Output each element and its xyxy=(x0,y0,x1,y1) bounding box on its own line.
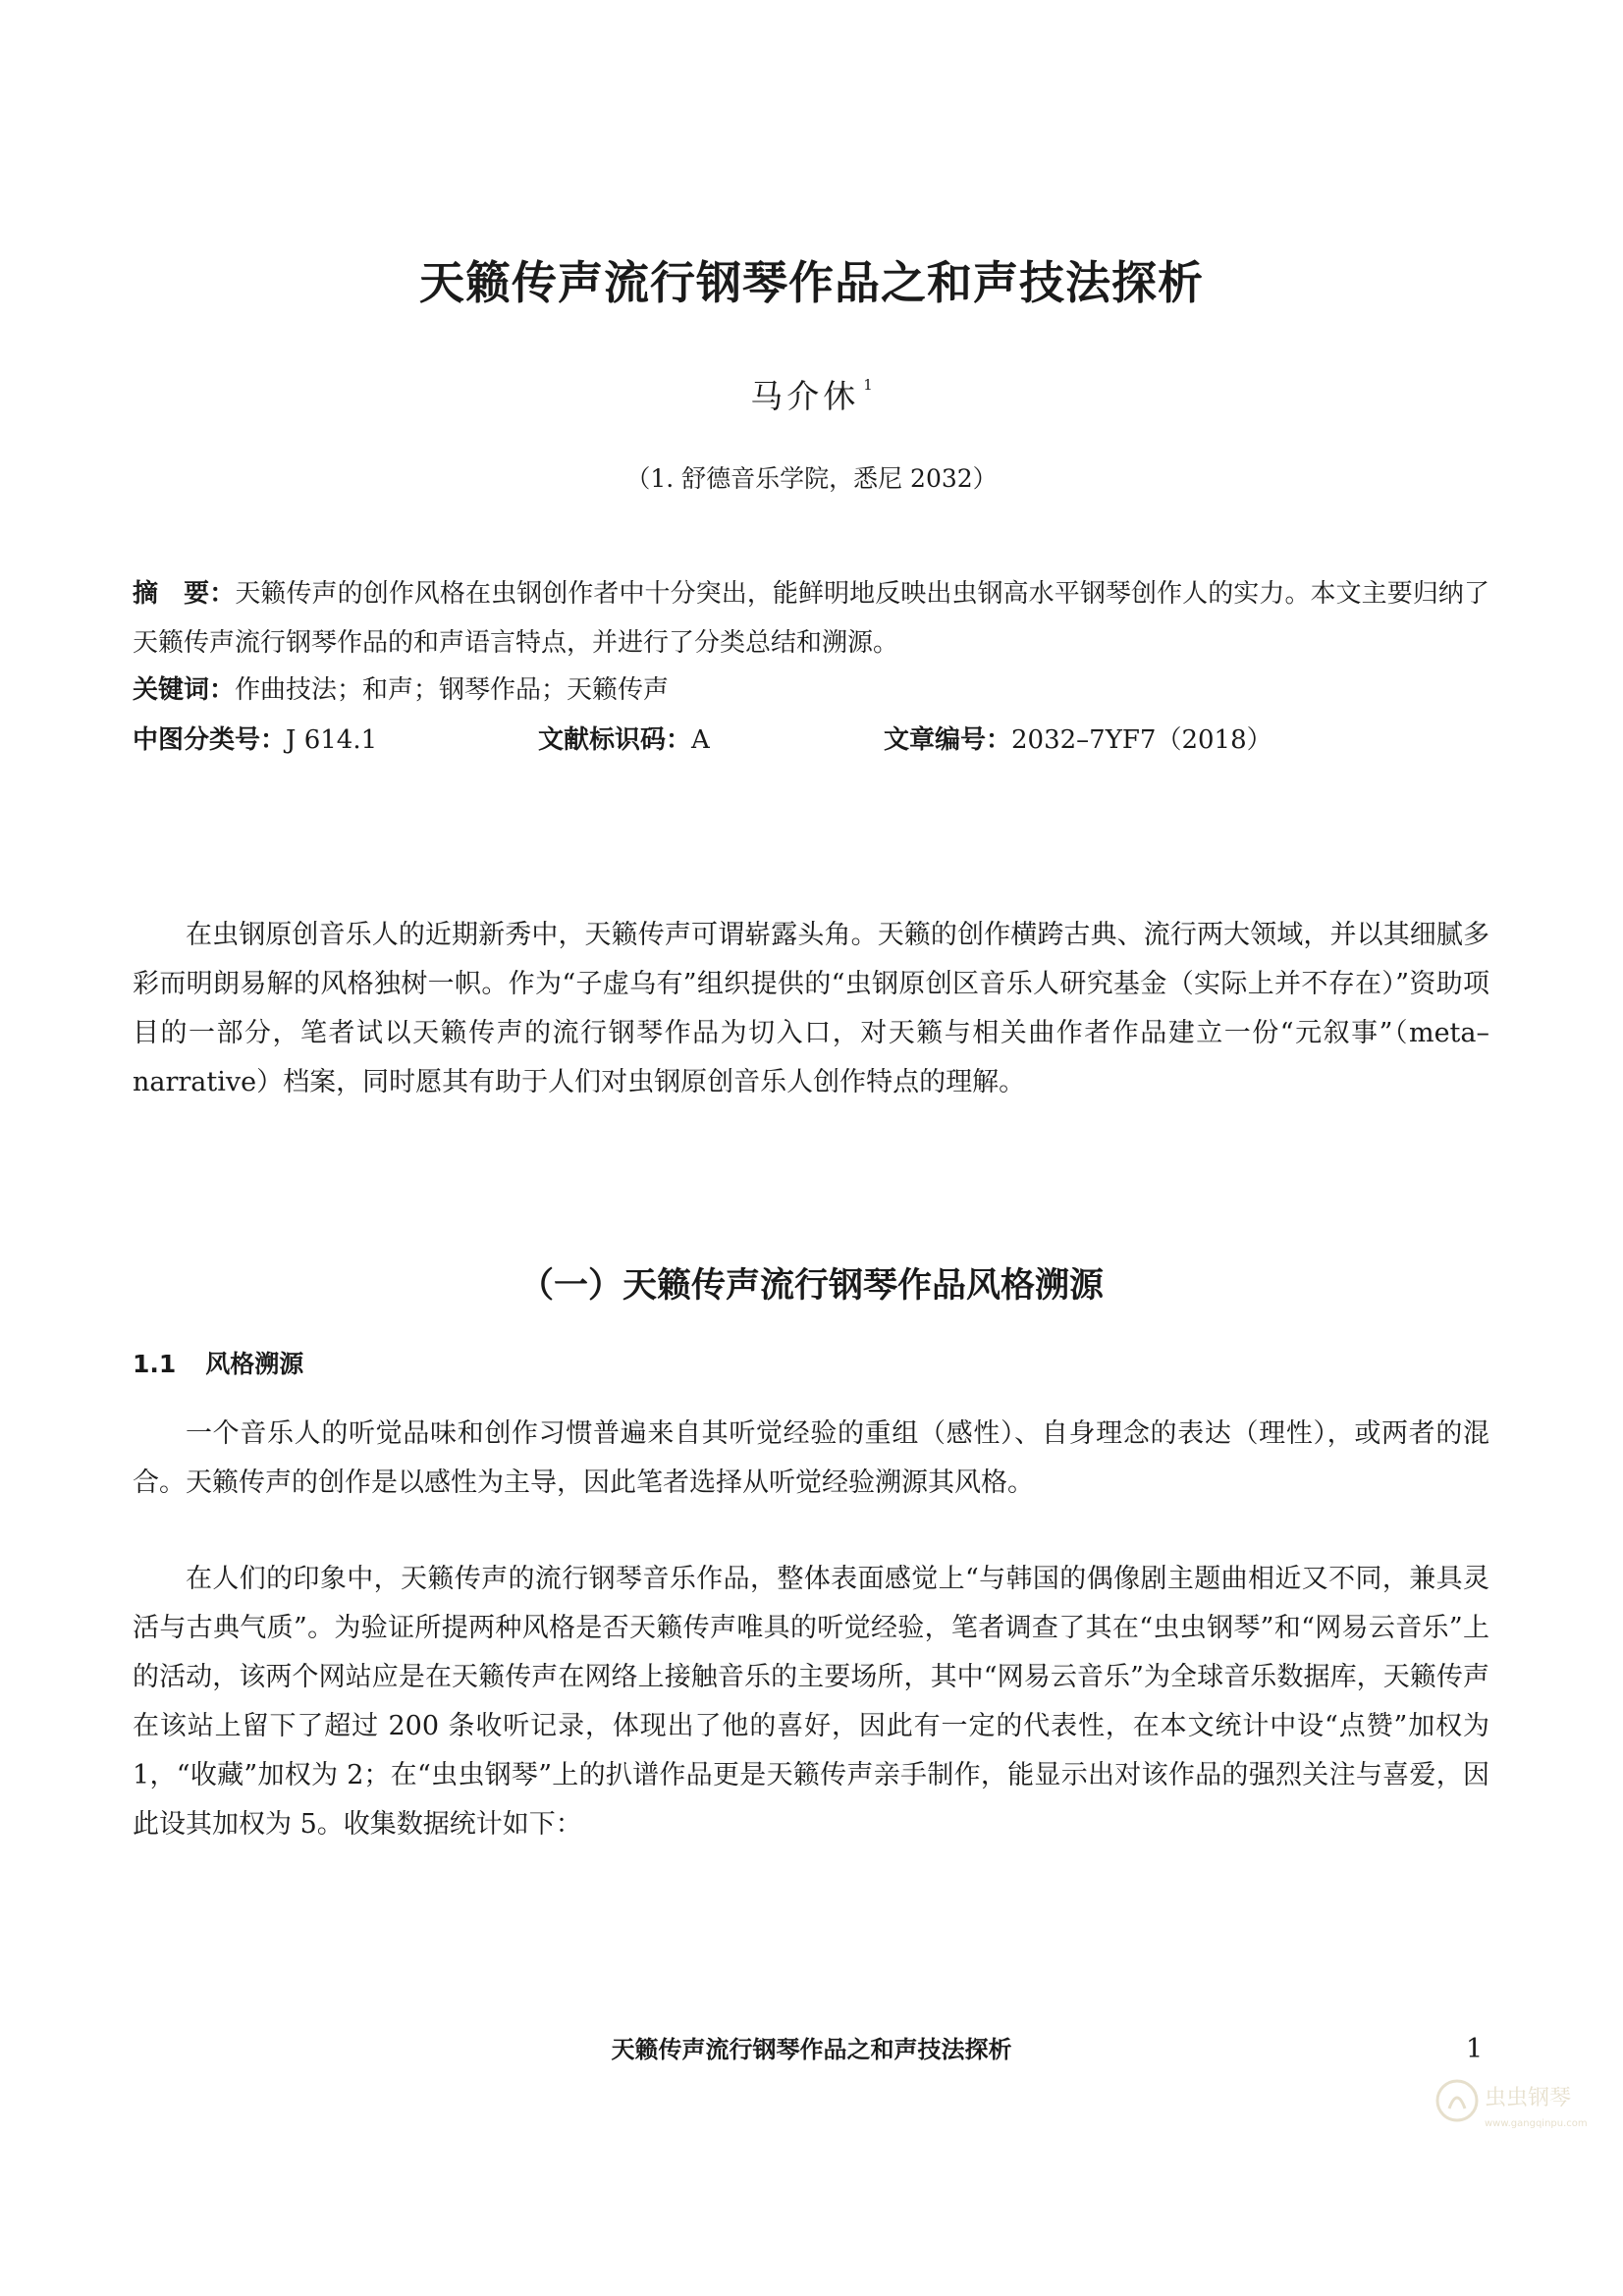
abstract xyxy=(133,569,1489,667)
abstract-text: 天籁传声的创作风格在虫钢创作者中十分突出，能鲜明地反映出虫钢高水平钢琴创作人的实力。本文主要归纳了天籁传声流行钢琴作品的和声语言特点，并进行了分类总结和溯源。 xyxy=(133,579,1489,658)
affiliation: （1. 舒德音乐学院，悉尼 2032） xyxy=(625,464,998,493)
keywords-text: 作曲技法；和声；钢琴作品；天籁传声 xyxy=(235,675,670,705)
body-paragraph: 一个音乐人的听觉品味和创作习惯普遍来自其听觉经验的重组（感性）、自身理念的表达（理性），或两者的混合。天籁传声的创作是以感性为主导，因此笔者选择从听觉经验溯源其风格。 xyxy=(133,1418,1489,1498)
clc-label: 中图分类号： xyxy=(133,725,287,755)
subsection-heading xyxy=(133,1345,303,1380)
section-heading: （一）天籁传声流行钢琴作品风格溯源 xyxy=(518,1266,1104,1306)
author-name: 马介休 xyxy=(750,377,860,415)
chongchong-logo-icon xyxy=(1434,2071,1600,2134)
clc-number xyxy=(133,720,377,756)
article-value: 2032–7YF7（2018） xyxy=(1011,725,1272,755)
author-line xyxy=(0,371,1623,417)
abstract-label: 摘 要： xyxy=(133,579,236,609)
page-number: 1 xyxy=(1466,2034,1484,2064)
article-label: 文章编号： xyxy=(884,725,1012,755)
watermark-url: www.gangqinpu.com xyxy=(1485,2118,1588,2129)
subsection-title: 风格溯源 xyxy=(205,1350,304,1378)
watermark-text: 虫虫钢琴 xyxy=(1485,2086,1572,2110)
watermark xyxy=(1434,2071,1600,2134)
keywords xyxy=(133,669,669,706)
keywords-label: 关键词： xyxy=(133,675,236,705)
clc-value: J 614.1 xyxy=(286,725,378,755)
body-paragraph: 在人们的印象中，天籁传声的流行钢琴音乐作品，整体表面感觉上“与韩国的偶像剧主题曲相近又不同，兼具灵活与古典气质”。为验证所提两种风格是否天籁传声唯具的听觉经验，笔者调查了其在“虫虫钢琴”和“网易云音乐”上的活动，该两个网站应是在天籁传声在网络上接触音乐的主要场所，其中“网易云音乐”为全球音乐数据库，天籁传声在该站上留下了超过 200 条收听记录，体现出了他的喜好，因此有一定的代表性，在本文统计中设“点赞”加权为 1，“收藏”加权为 2；在“虫虫钢琴”上的扒谱作品更是天籁传声亲手制作，能显示出对该作品的强烈关注与喜爱，因此设其加权为 5。收集数据统计如下： xyxy=(133,1564,1489,1840)
subsection-number: 1.1 xyxy=(133,1350,177,1378)
intro-paragraph: 在虫钢原创音乐人的近期新秀中，天籁传声可谓崭露头角。天籁的创作横跨古典、流行两大领域，并以其细腻多彩而明朗易解的风格独树一帜。作为“子虚乌有”组织提供的“虫钢原创区音乐人研究基金（实际上并不存在）”资助项目的一部分，笔者试以天籁传声的流行钢琴作品为切入口，对天籁与相关曲作者作品建立一份“元叙事”（meta–narrative）档案，同时愿其有助于人们对虫钢原创音乐人创作特点的理解。 xyxy=(133,920,1489,1097)
doc-label: 文献标识码： xyxy=(538,725,692,755)
paper-title: 天籁传声流行钢琴作品之和声技法探析 xyxy=(419,256,1204,309)
doc-value: A xyxy=(691,725,710,755)
article-number xyxy=(884,720,1272,756)
running-title: 天籁传声流行钢琴作品之和声技法探析 xyxy=(611,2036,1012,2063)
document-code xyxy=(538,720,710,756)
author-affiliation-marker: 1 xyxy=(863,376,873,394)
